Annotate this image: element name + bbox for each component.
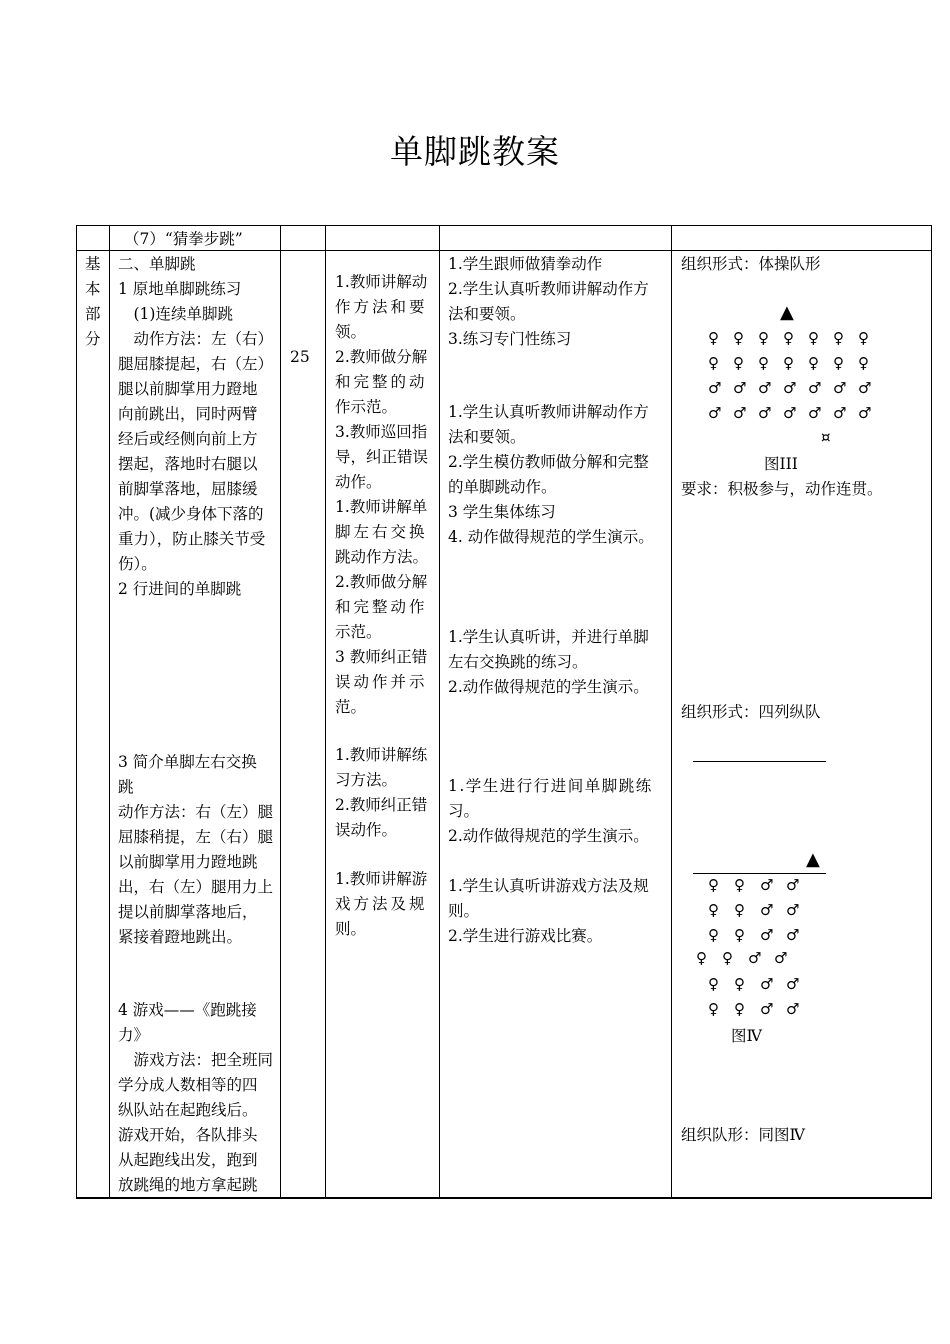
- teacher-position-icon: ¤: [821, 428, 831, 446]
- figure-4-caption: 图Ⅳ: [731, 1027, 762, 1045]
- teacher-line: 2.教师做分解: [335, 348, 428, 366]
- female-student-icon: ♀: [708, 975, 719, 993]
- section-label-4: 分: [85, 330, 101, 348]
- male-student-icon: ♂: [783, 379, 797, 397]
- student-line: 1.学生认真听讲游戏方法及规: [448, 877, 649, 895]
- male-student-icon: ♂: [760, 876, 774, 894]
- female-student-icon: ♀: [808, 354, 819, 372]
- content-line: 放跳绳的地方拿起跳: [118, 1176, 258, 1194]
- female-student-icon: ♀: [858, 354, 869, 372]
- start-line: [693, 761, 826, 762]
- col-line-3: [325, 225, 326, 1199]
- female-student-icon: ♀: [733, 329, 744, 347]
- teacher-line: 1.教师讲解练: [335, 746, 428, 764]
- content-line: 纵队站在起跑线后。: [118, 1101, 258, 1119]
- female-student-icon: ♀: [858, 329, 869, 347]
- content-line: 出，右（左）腿用力上: [118, 878, 274, 896]
- teacher-line: 和完整动作: [335, 598, 428, 616]
- student-line: 3.练习专门性练习: [448, 330, 572, 348]
- section-label-3: 部: [85, 305, 101, 323]
- teacher-line: 则。: [335, 920, 367, 938]
- formation-label-2: 组织形式：四列纵队: [681, 703, 821, 721]
- content-line: 前脚掌落地，屈膝缓: [118, 480, 258, 498]
- teacher-line: 导，纠正错误: [335, 448, 429, 466]
- male-student-icon: ♂: [760, 901, 774, 919]
- figure-3-caption: 图III: [764, 455, 798, 473]
- formation-label-1: 组织形式：体操队形: [681, 255, 821, 273]
- male-student-icon: ♂: [760, 1000, 774, 1018]
- content-line: 2 行进间的单脚跳: [118, 580, 242, 598]
- teacher-line: 2.教师做分解: [335, 573, 428, 591]
- female-student-icon: ♀: [708, 329, 719, 347]
- lesson-plan-table: [76, 225, 932, 1199]
- student-line: 法和要领。: [448, 305, 526, 323]
- student-line: 1.学生进行行进间单脚跳练: [448, 777, 653, 795]
- student-line: 习。: [448, 802, 480, 820]
- content-line: 4 游戏——《跑跳接: [118, 1001, 257, 1019]
- content-line: 跳: [118, 778, 134, 796]
- female-student-icon: ♀: [833, 329, 844, 347]
- content-line: 提以前脚掌落地后，: [118, 903, 258, 921]
- col-line-4: [439, 225, 440, 1199]
- male-student-icon: ♂: [808, 404, 822, 422]
- female-student-icon: ♀: [722, 949, 733, 967]
- content-line: 经后或经侧向前上方: [118, 430, 258, 448]
- male-student-icon: ♂: [733, 379, 747, 397]
- teacher-line: 跳动作方法。: [335, 548, 429, 566]
- col-line-6: [931, 225, 932, 1199]
- male-student-icon: ♂: [783, 404, 797, 422]
- male-student-icon: ♂: [786, 1000, 800, 1018]
- teacher-line: 1.教师讲解动: [335, 273, 428, 291]
- content-line: 力》: [118, 1026, 150, 1044]
- content-line: 紧接着蹬地跳出。: [118, 928, 243, 946]
- teacher-line: 2.教师纠正错: [335, 796, 428, 814]
- content-line: 屈膝稍提，左（右）腿: [118, 828, 274, 846]
- teacher-line: 和完整的动: [335, 373, 428, 391]
- student-line: 左右交换跳的练习。: [448, 653, 588, 671]
- male-student-icon: ♂: [786, 876, 800, 894]
- content-line: 以前脚掌用力蹬地跳: [118, 853, 258, 871]
- formation-label-3: 组织队形：同图Ⅳ: [681, 1126, 805, 1144]
- student-line: 4. 动作做得规范的学生演示。: [448, 528, 654, 546]
- content-line: (1)连续单脚跳: [118, 305, 233, 323]
- teacher-line: 误动作并示: [335, 673, 428, 691]
- content-line: 冲。(减少身体下落的: [118, 505, 264, 523]
- content-line: 1 原地单脚跳练习: [118, 280, 242, 298]
- male-student-icon: ♂: [808, 379, 822, 397]
- col-line-2: [280, 225, 281, 1199]
- col-line-5: [671, 225, 672, 1199]
- student-line: 3 学生集体练习: [448, 503, 556, 521]
- female-student-icon: ♀: [734, 1000, 745, 1018]
- content-line: 学分成人数相等的四: [118, 1076, 258, 1094]
- finish-line: [693, 873, 826, 874]
- student-line: 的单脚跳动作。: [448, 478, 557, 496]
- first-row-content: （7）“猜拳步跳”: [124, 230, 243, 248]
- female-student-icon: ♀: [833, 354, 844, 372]
- content-line: 动作方法：右（左）腿: [118, 803, 274, 821]
- female-student-icon: ♀: [734, 901, 745, 919]
- col-line-0: [76, 225, 77, 1199]
- male-student-icon: ♂: [758, 404, 772, 422]
- content-line: 向前跳出，同时两臂: [118, 405, 258, 423]
- section-label-2: 本: [85, 280, 101, 298]
- female-student-icon: ♀: [783, 354, 794, 372]
- male-student-icon: ♂: [758, 379, 772, 397]
- female-student-icon: ♀: [733, 354, 744, 372]
- female-student-icon: ♀: [734, 926, 745, 944]
- teacher-line: 领。: [335, 323, 367, 341]
- content-line: 3 简介单脚左右交换: [118, 753, 257, 771]
- male-student-icon: ♂: [858, 379, 872, 397]
- female-student-icon: ♀: [808, 329, 819, 347]
- col-line-1: [109, 225, 110, 1199]
- male-student-icon: ♂: [786, 901, 800, 919]
- male-student-icon: ♂: [760, 975, 774, 993]
- male-student-icon: ♂: [733, 404, 747, 422]
- female-student-icon: ♀: [708, 876, 719, 894]
- student-line: 法和要领。: [448, 428, 526, 446]
- section-label-1: 基: [85, 255, 101, 273]
- teacher-line: 误动作。: [335, 821, 398, 839]
- student-line: 则。: [448, 902, 480, 920]
- teacher-line: 习方法。: [335, 771, 398, 789]
- teacher-line: 作方法和要: [335, 298, 428, 316]
- male-student-icon: ♂: [833, 379, 847, 397]
- teacher-line: 范。: [335, 698, 367, 716]
- teacher-line: 动作。: [335, 473, 382, 491]
- content-line: 二、单脚跳: [118, 255, 196, 273]
- page-title: 单脚跳教案: [390, 132, 560, 171]
- student-line: 1.学生认真听教师讲解动作方: [448, 403, 649, 421]
- teacher-line: 3 教师纠正错: [335, 648, 428, 666]
- content-line: 腿以前脚掌用力蹬地: [118, 380, 258, 398]
- female-student-icon: ♀: [758, 329, 769, 347]
- female-student-icon: ♀: [758, 354, 769, 372]
- male-student-icon: ♂: [774, 949, 788, 967]
- content-line: 重力），防止膝关节受: [118, 530, 266, 548]
- teacher-line: 作示范。: [335, 398, 398, 416]
- content-line: 从起跑线出发，跑到: [118, 1151, 258, 1169]
- teacher-triangle-icon: ▲: [806, 849, 820, 870]
- student-line: 2.动作做得规范的学生演示。: [448, 678, 649, 696]
- female-student-icon: ♀: [783, 329, 794, 347]
- male-student-icon: ♂: [708, 404, 722, 422]
- teacher-line: 示范。: [335, 623, 382, 641]
- student-line: 1.学生认真听讲，并进行单脚: [448, 628, 649, 646]
- male-student-icon: ♂: [748, 949, 762, 967]
- female-student-icon: ♀: [708, 926, 719, 944]
- female-student-icon: ♀: [734, 876, 745, 894]
- teacher-line: 3.教师巡回指: [335, 423, 428, 441]
- content-line: 游戏开始，各队排头: [118, 1126, 258, 1144]
- male-student-icon: ♂: [786, 926, 800, 944]
- male-student-icon: ♂: [708, 379, 722, 397]
- content-line: 腿屈膝提起，右（左）: [118, 355, 274, 373]
- time-value: 25: [290, 348, 310, 366]
- student-line: 2.学生模仿教师做分解和完整: [448, 453, 649, 471]
- student-line: 2.学生进行游戏比赛。: [448, 927, 603, 945]
- content-line: 摆起，落地时右腿以: [118, 455, 258, 473]
- table-border-top: [76, 225, 932, 226]
- student-line: 2.学生认真听教师讲解动作方: [448, 280, 649, 298]
- teacher-line: 1.教师讲解游: [335, 870, 428, 888]
- requirement-text: 要求：积极参与，动作连贯。: [681, 480, 883, 498]
- female-student-icon: ♀: [696, 949, 707, 967]
- student-line: 1.学生跟师做猜拳动作: [448, 255, 603, 273]
- female-student-icon: ♀: [708, 1000, 719, 1018]
- female-student-icon: ♀: [708, 901, 719, 919]
- male-student-icon: ♂: [786, 975, 800, 993]
- teacher-line: 戏方法及规: [335, 895, 428, 913]
- content-line: 动作方法：左（右）: [118, 330, 274, 348]
- student-line: 2.动作做得规范的学生演示。: [448, 827, 649, 845]
- teacher-line: 脚左右交换: [335, 523, 428, 541]
- female-student-icon: ♀: [734, 975, 745, 993]
- male-student-icon: ♂: [760, 926, 774, 944]
- male-student-icon: ♂: [858, 404, 872, 422]
- male-student-icon: ♂: [833, 404, 847, 422]
- female-student-icon: ♀: [708, 354, 719, 372]
- content-line: 伤）。: [118, 555, 157, 573]
- teacher-line: 1.教师讲解单: [335, 498, 428, 516]
- content-line: 游戏方法：把全班同: [118, 1051, 274, 1069]
- teacher-triangle-icon: ▲: [780, 302, 794, 323]
- row-divider: [76, 250, 932, 251]
